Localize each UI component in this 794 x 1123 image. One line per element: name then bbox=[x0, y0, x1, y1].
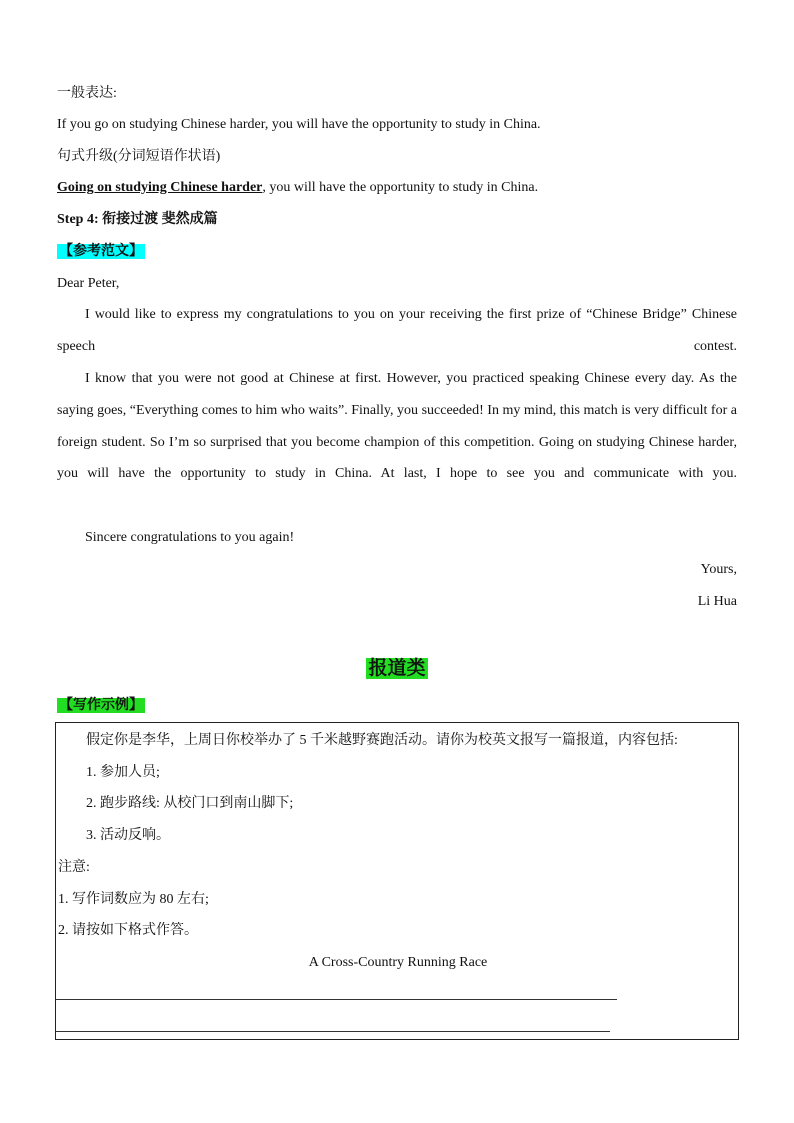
upgrade-sentence bbox=[57, 178, 538, 198]
upgrade-sentence-bold: Going on studying Chinese harder bbox=[57, 180, 263, 195]
step4-heading: Step 4: 衔接过渡 斐然成篇 bbox=[57, 212, 218, 227]
general-expression-label: 一般表达: bbox=[57, 86, 117, 101]
task-item-3: 3. 活动反响。 bbox=[86, 828, 170, 843]
sample-tag: 【参考范文】 bbox=[59, 244, 143, 259]
note-label: 注意: bbox=[58, 860, 90, 875]
note-1: 1. 写作词数应为 80 左右; bbox=[58, 892, 209, 907]
letter-signature: Li Hua bbox=[697, 594, 737, 609]
answer-line-2 bbox=[56, 1031, 610, 1032]
example-tag-row bbox=[57, 696, 145, 716]
general-expression-sentence: If you go on studying Chinese harder, you will have the opportunity to study in China. bbox=[57, 117, 541, 132]
task-item-1: 1. 参加人员; bbox=[86, 765, 160, 780]
example-tag: 【写作示例】 bbox=[59, 698, 143, 713]
essay-heading: A Cross-Country Running Race bbox=[308, 955, 488, 970]
section-title-text: 报道类 bbox=[368, 658, 426, 679]
letter-greeting: Dear Peter, bbox=[57, 276, 120, 291]
upgrade-sentence-rest: , you will have the opportunity to study in China. bbox=[262, 180, 539, 195]
task-intro: 假定你是李华，上周日你校举办了 5 千米越野赛跑活动。请你为校英文报写一篇报道，内容包括: bbox=[86, 733, 678, 748]
note-2: 2. 请按如下格式作答。 bbox=[58, 923, 198, 938]
letter-closing: Yours, bbox=[700, 562, 737, 577]
upgrade-label: 句式升级(分词短语作状语) bbox=[57, 149, 221, 164]
letter-paragraph-3: Sincere congratulations to you again! bbox=[85, 530, 295, 545]
letter-paragraph-2: I know that you were not good at Chinese at first. However, you practiced speaking Chinese every day. As the saying goes, “Everything comes to him who waits”. Finally, you succeeded! In my mind, this match is very difficult for a foreign student. So I’m so surprised that you become champion of this competition. Going on studying Chinese harder, you will have the opportunity to study in China. At last, I hope to see you and communicate with you. bbox=[57, 371, 737, 482]
sample-tag-row bbox=[57, 242, 145, 262]
task-item-2: 2. 跑步路线: 从校门口到南山脚下; bbox=[86, 796, 294, 811]
section-title bbox=[0, 656, 794, 682]
letter-paragraph-1: I would like to express my congratulations to you on your receiving the first prize of “Chinese Bridge” Chinese speech contest. bbox=[57, 307, 737, 354]
answer-line-1 bbox=[56, 999, 617, 1000]
task-box bbox=[55, 722, 739, 1040]
